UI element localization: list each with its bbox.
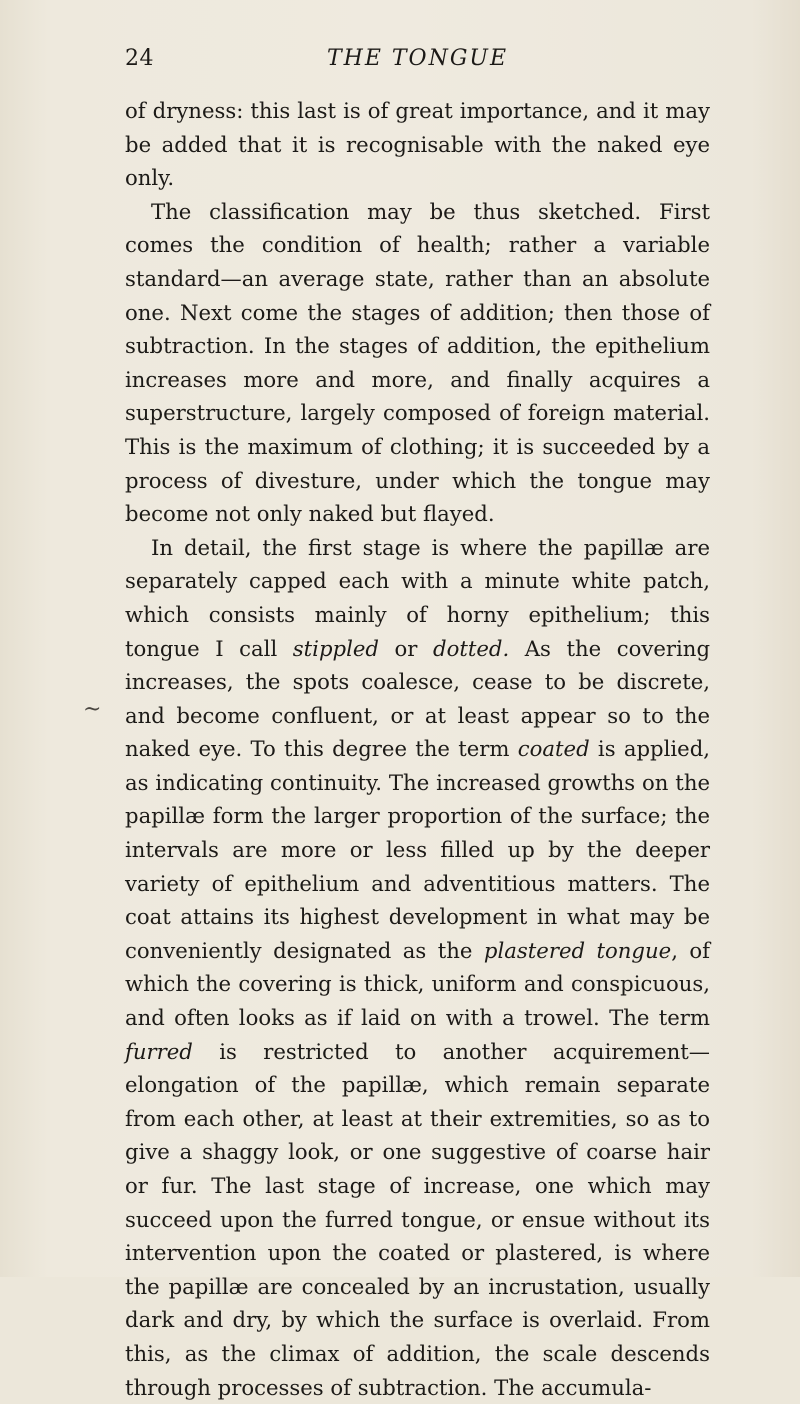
- margin-mark: ~: [83, 697, 102, 722]
- body-text: [125, 94, 710, 1404]
- paragraph-1: [125, 94, 710, 195]
- text-segment: is restricted to another acquirement—elongation of the papillæ, which remain separate from each other, at least at their extremities, so as to give a shaggy look, or one suggestive of coarse hair or fur. The last stage of increase, one which may succeed upon the furred tongue, or ensue without its intervention upon the coated or plastered, is where the papillæ are concealed by an incrustation, usually dark and dry, by which the surface is overlaid. From this, as the climax of addition, the scale descends through processes of subtraction. The accumula-: [125, 1038, 710, 1400]
- running-head: [125, 46, 710, 80]
- italic-term-coated: coated: [517, 736, 590, 762]
- text-segment: , of which the covering is thick, uniform and conspicuous, and often looks as if laid on with a trowel. The term: [125, 937, 710, 1031]
- running-title: THE TONGUE: [326, 46, 509, 71]
- italic-term-furred: furred: [125, 1038, 193, 1064]
- italic-term-stippled: stippled: [292, 635, 379, 661]
- italic-term-plastered-tongue: plastered tongue: [483, 937, 672, 963]
- text-segment: or: [378, 635, 433, 661]
- paragraph-2: [125, 195, 710, 531]
- text-segment: As the covering increases, the spots coalesce, cease to be discrete, and become confluent, or at least appear so to the naked eye. To this degree the term: [125, 635, 711, 762]
- text-segment: is applied, as indicating continuity. The increased growths on the papillæ form the larger proportion of the surface; the intervals are more or less filled up by the deeper variety of epithelium and adventitious matters. The coat attains its highest development in what may be conveniently designated as the: [125, 736, 710, 963]
- italic-term-dotted: dotted.: [433, 635, 510, 661]
- text-segment: of dryness: this last is of great importance, and it may be added that it is recognisable with the naked eye only.: [125, 98, 710, 191]
- page-number: 24: [125, 46, 154, 71]
- paragraph-3: [125, 531, 710, 1404]
- text-segment: The classification may be thus sketched. First comes the condition of health; rather a variable standard—an average state, rather than an absolute one. Next come the stages of addition; then those of subtraction. In the stages of addition, the epithelium increases more and more, and finally acquires a superstructure, largely composed of foreign material. This is the maximum of clothing; it is succeeded by a process of divesture, under which the tongue may become not only naked but flayed.: [125, 198, 710, 527]
- text-segment: In detail, the first stage is where the papillæ are separately capped each with a minute white patch, which consists mainly of horny epithelium; this tongue I call: [125, 534, 710, 661]
